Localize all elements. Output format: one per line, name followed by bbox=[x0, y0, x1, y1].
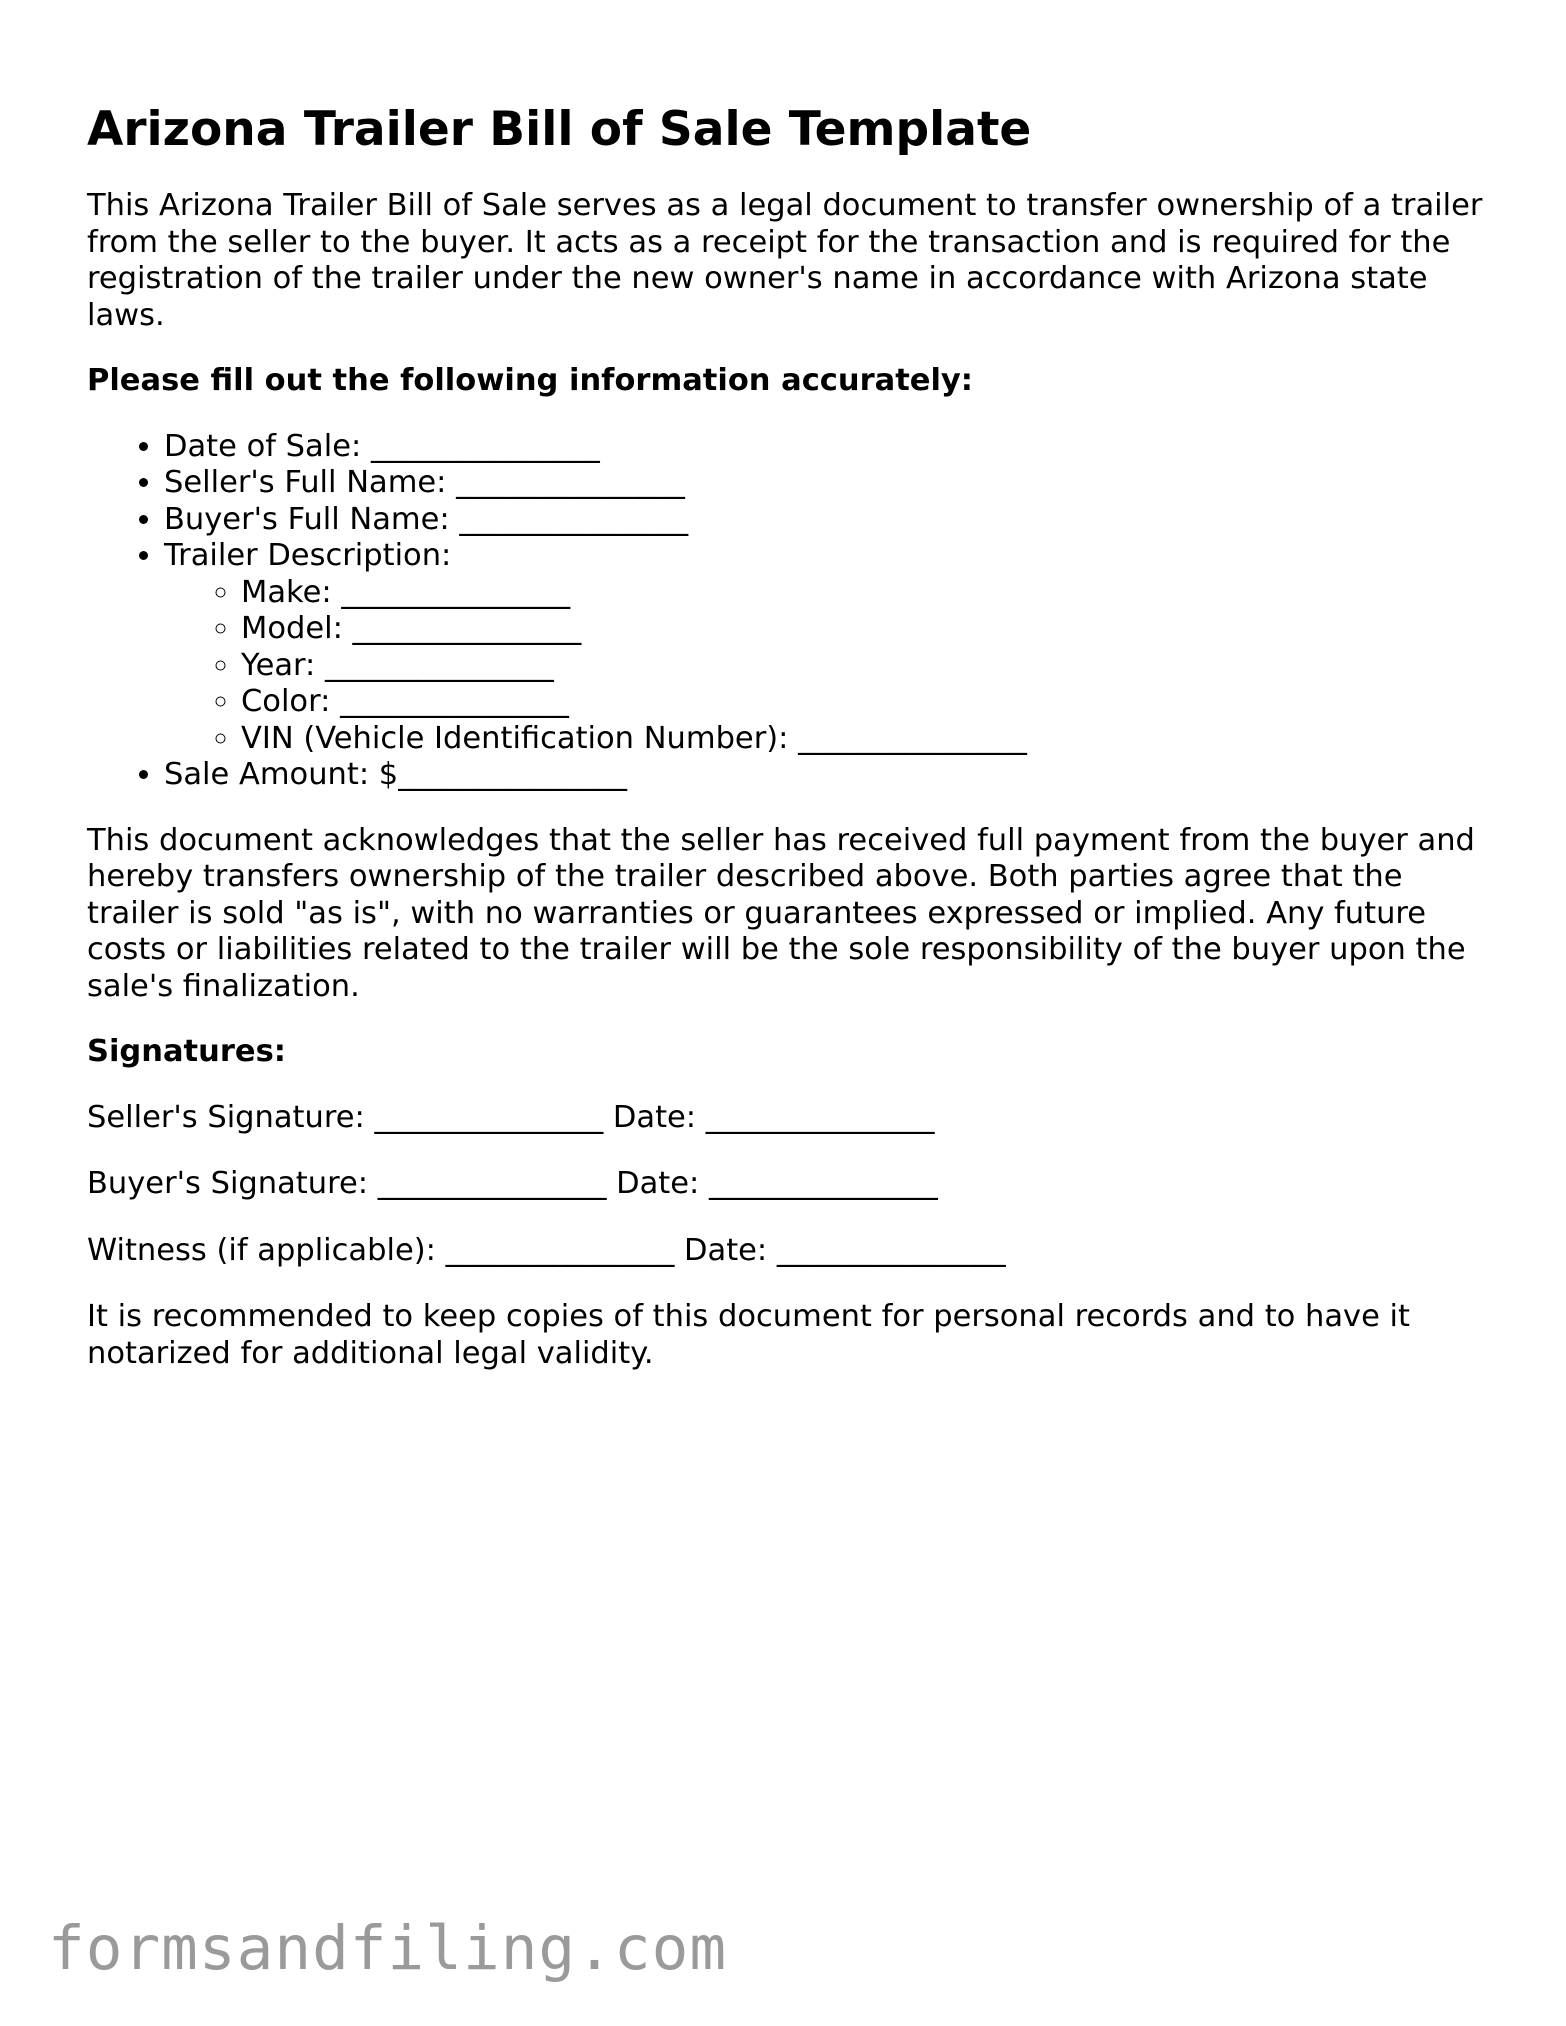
intro-paragraph: This Arizona Trailer Bill of Sale serves as a legal document to transfer ownership of a trailer from the seller to the buyer. It acts as a receipt for the transaction and is required for the registration of the trailer under the new owner's name in accordance with Arizona state laws. bbox=[87, 188, 1483, 333]
instructions-heading: Please fill out the following information accurately: bbox=[87, 363, 974, 398]
field-date-of-sale: • Date of Sale: _______________ bbox=[164, 429, 1487, 466]
field-vin: ◦ VIN (Vehicle Identification Number): _______________ bbox=[241, 721, 1487, 758]
trailer-description-label: Trailer Description: bbox=[164, 538, 452, 573]
acknowledgment-paragraph: This document acknowledges that the seller has received full payment from the buyer and hereby transfers ownership of the trailer described above. Both parties agree that the trailer is sold "as is", with no warranties or guarantees expressed or implied. Any future costs or liabilities related to the trailer will be the sole responsibility of the buyer upon the sale's finalization. bbox=[87, 822, 1475, 1004]
field-year: ◦ Year: _______________ bbox=[241, 648, 1487, 685]
field-model: ◦ Model: _______________ bbox=[241, 611, 1487, 648]
field-list bbox=[87, 429, 1487, 794]
field-color: ◦ Color: _______________ bbox=[241, 684, 1487, 721]
witness-signature-line: Witness (if applicable): _______________ Date: _______________ bbox=[87, 1232, 1006, 1268]
watermark: formsandfiling.com bbox=[48, 1913, 728, 1984]
field-buyer-name: • Buyer's Full Name: _______________ bbox=[164, 502, 1487, 539]
document-page bbox=[87, 100, 1487, 1372]
trailer-description-list bbox=[164, 575, 1487, 758]
field-make: ◦ Make: _______________ bbox=[241, 575, 1487, 612]
field-seller-name: • Seller's Full Name: _______________ bbox=[164, 465, 1487, 502]
field-sale-amount: • Sale Amount: $_______________ bbox=[164, 757, 1487, 794]
buyer-signature-line: Buyer's Signature: _______________ Date: _______________ bbox=[87, 1166, 938, 1201]
seller-signature-line: Seller's Signature: _______________ Date: _______________ bbox=[87, 1099, 935, 1135]
field-trailer-description bbox=[164, 538, 1487, 757]
signatures-heading: Signatures: bbox=[87, 1034, 286, 1069]
page-title: Arizona Trailer Bill of Sale Template bbox=[87, 102, 1032, 157]
closing-paragraph: It is recommended to keep copies of this document for personal records and to have it notarized for additional legal validity. bbox=[87, 1299, 1410, 1371]
